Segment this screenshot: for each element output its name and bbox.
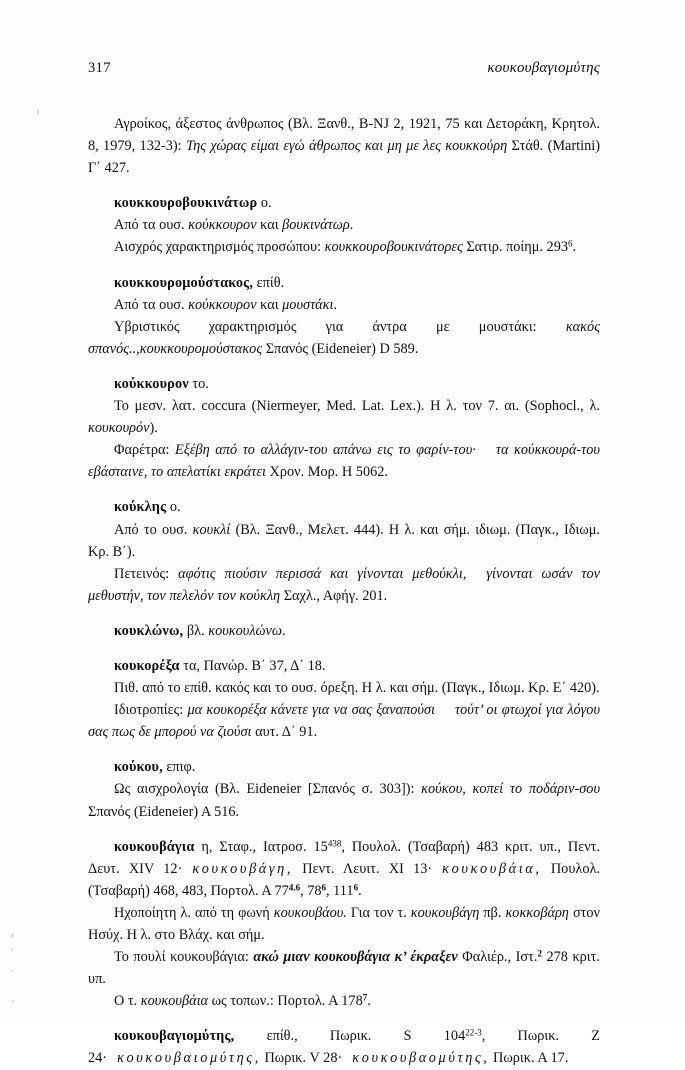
quotation-reference: Σπανός (Eideneier) Α 516. bbox=[88, 803, 240, 820]
etymology-form: κοκκοβάρη bbox=[505, 904, 569, 921]
entry-koukouvagiomytis bbox=[88, 1025, 600, 1069]
quotation-label: Φαρέτρα: bbox=[114, 442, 176, 459]
page-text-column bbox=[88, 60, 600, 1070]
etymology-line bbox=[88, 902, 600, 946]
lemma: κούκου, bbox=[114, 759, 163, 776]
headword-line bbox=[88, 655, 600, 677]
quotation-line bbox=[88, 563, 600, 607]
quotation-text: τούτ’ οι φτωχοί για λόγου σας πως δε μπορού να ζιούσι bbox=[88, 702, 601, 741]
reference-text: Πεντ. Λευιτ. XI 13· bbox=[293, 860, 433, 877]
quotation-text: αφότις πιούσιν περισσά και γίνονται μεθούκλι, bbox=[178, 565, 467, 582]
reference-superscript: 22-3 bbox=[465, 1027, 482, 1038]
reference-text: , Πουλολ. (Τσαβαρή) 483 κριτ. υπ., Πεντ. Δευτ. XIV 12· bbox=[88, 838, 600, 877]
etymology-end: ). bbox=[149, 420, 158, 437]
sense-end: . bbox=[572, 239, 577, 256]
sense-line bbox=[88, 990, 600, 1012]
sense-reference: Σατιρ. ποίημ. 293 bbox=[462, 239, 568, 256]
etymology-line bbox=[88, 395, 600, 439]
etymology-text: Πιθ. από το επίθ. κακός και το ουσ. όρεξη. Η λ. και σήμ. (Παγκ., Ιδιωμ. Κρ. Ε΄ 420). bbox=[114, 680, 600, 697]
etymology-form: κουκουβάγη bbox=[410, 904, 480, 921]
etymology-form: κουκουρόν bbox=[88, 420, 150, 437]
headword-line bbox=[88, 620, 600, 642]
sense-line bbox=[88, 946, 600, 990]
lemma: κουκκουρομούστακος, bbox=[114, 274, 254, 291]
running-head-lemma: κουκουβαγιομύτης bbox=[487, 60, 600, 76]
entry-body bbox=[88, 113, 600, 179]
etymology-form: κούκκουρον bbox=[188, 217, 257, 234]
grammar-label: το. bbox=[192, 375, 209, 392]
grammar-label: επίθ. bbox=[253, 274, 285, 291]
sense-reference: Σπανός (Eideneier) D 589. bbox=[262, 340, 419, 357]
headword-line bbox=[88, 836, 600, 902]
running-head bbox=[88, 60, 600, 77]
etymology-text: Από τα ουσ. bbox=[114, 296, 189, 313]
variant-form: κουκουβαομύτης, bbox=[352, 1050, 490, 1067]
grammar-label: επιφ. bbox=[162, 759, 196, 776]
sense-text: Ο τ. bbox=[114, 993, 141, 1010]
cross-reference-target: κουκουλώνω bbox=[208, 622, 282, 639]
lemma: κουκορέξα bbox=[114, 657, 180, 674]
sense-text: Υβριστικός χαρακτηρισμός για άντρα με μουστάκι: bbox=[114, 318, 566, 335]
etymology-end: (Βλ. Ξανθ., Μελετ. 444). Η λ. και σήμ. ιδιωμ. (Παγκ., Ιδιωμ. Κρ. Β΄). bbox=[88, 521, 600, 560]
quotation-text: τα κούκκουρά-του εβάσταινε, το απελατίκι εκράτει bbox=[88, 442, 600, 481]
etymology-text: πβ. bbox=[479, 904, 506, 921]
sense-text: Ως αισχρολογία (Βλ. Eideneier [Σπανός σ. 303]): bbox=[114, 781, 422, 798]
entry-gap bbox=[88, 823, 600, 836]
sense-end: . bbox=[367, 993, 371, 1010]
entry-koukou bbox=[88, 756, 600, 822]
quotation-label: Ιδιοτροπίες: bbox=[114, 702, 188, 719]
definition-text: Αγροίκος, άξεστος άνθρωπος (Βλ. Ξανθ., B-NJ 2, 1921, 75 και Δετοράκη, Κρητολ. 8, 1979, 132-3): bbox=[88, 116, 600, 155]
sense-text: Αισχρός χαρακτηρισμός προσώπου: bbox=[114, 239, 325, 256]
reference-text: , 111 bbox=[326, 882, 354, 899]
reference-text: Πωρικ. Α 17. bbox=[489, 1050, 569, 1067]
etymology-form: μουστάκι bbox=[282, 296, 334, 313]
quotation-label: Πετεινός: bbox=[114, 565, 179, 582]
variant-form: κουκουβαιομύτης, bbox=[117, 1050, 261, 1067]
entry-gap bbox=[88, 1012, 600, 1025]
grammar-label: ο. bbox=[169, 499, 181, 516]
quotation-reference: Φαλιέρ., Ιστ. bbox=[457, 949, 538, 966]
reference-text: , Πωρικ. Ζ 24· bbox=[88, 1028, 600, 1067]
lemma: κουκουβαγιομύτης, bbox=[114, 1028, 235, 1045]
quotation-text: κούκου, κοπεί το ποδάριν-σου bbox=[421, 781, 601, 798]
entry-koukouvagia bbox=[88, 836, 600, 1013]
entry-koukkourovoukinator bbox=[88, 192, 600, 258]
etymology-text: Από τα ουσ. bbox=[114, 217, 189, 234]
etymology-form: βουκινάτωρ bbox=[282, 217, 350, 234]
scan-speckle bbox=[37, 109, 39, 115]
variant-form: κουκουβάια bbox=[140, 993, 209, 1010]
sense-line bbox=[88, 316, 600, 360]
grammar-label: τα, Πανώρ. Β΄ 37, Δ΄ 18. bbox=[179, 657, 326, 674]
reference-text: η, Σταφ., Ιατροσ. 15 bbox=[194, 838, 328, 855]
reference-text: Πωρικ. V 28· bbox=[260, 1050, 343, 1067]
lemma: κουκουβάγια bbox=[114, 838, 195, 855]
reference-superscript: 6 bbox=[353, 882, 359, 893]
etymology-conjunction: και bbox=[256, 217, 283, 234]
headword-line bbox=[88, 272, 600, 294]
sense-line bbox=[88, 236, 600, 258]
reference-superscript: 6 bbox=[321, 882, 327, 893]
entry-gap bbox=[88, 259, 600, 272]
etymology-end: . bbox=[333, 296, 338, 313]
entry-koukorexa bbox=[88, 655, 600, 743]
lemma: κούκλης bbox=[114, 499, 167, 516]
entry-continuation bbox=[88, 113, 600, 179]
quotation-text: Εξέβη από το αλλάγιν-του απάνω εις το φαρίν-του· bbox=[175, 442, 476, 459]
reference-text: , 78 bbox=[300, 882, 322, 899]
headword-line bbox=[88, 373, 600, 395]
cross-reference-end: . bbox=[281, 622, 286, 639]
scan-speckle bbox=[11, 948, 13, 951]
etymology-line bbox=[88, 519, 600, 563]
entry-koukkouromoustakos bbox=[88, 272, 600, 360]
entry-koukkouron bbox=[88, 373, 600, 483]
scan-speckle bbox=[11, 933, 14, 938]
grammar-label: ο. bbox=[260, 195, 272, 212]
quotation-reference: αυτ. Δ΄ 91. bbox=[251, 724, 318, 741]
reference-text: Πουλολ. (Τσαβαρή) 468, 483, Πορτολ. Α 77 bbox=[88, 860, 600, 899]
quotation-text: μα κουκορέξα κάνετε για να σας ξαναπούσι bbox=[187, 702, 435, 719]
etymology-end: . bbox=[349, 217, 354, 234]
reference-superscript: 7 bbox=[362, 992, 368, 1003]
quotation-line bbox=[88, 699, 600, 743]
quotation-reference: 278 κριτ. υπ. bbox=[88, 949, 600, 988]
etymology-line bbox=[88, 294, 600, 316]
sense-reference: ως τοπων.: Πορτολ. Α 178 bbox=[208, 993, 363, 1010]
etymology-text: στον Ησύχ. Η λ. στο Βλάχ. και σήμ. bbox=[88, 904, 601, 943]
entry-gap bbox=[88, 607, 600, 620]
variant-form: κουκουβάγη, bbox=[192, 860, 294, 877]
quotation-reference: Χρον. Μορ. Η 5062. bbox=[265, 464, 388, 481]
entry-gap bbox=[88, 743, 600, 756]
headword-line bbox=[88, 496, 600, 518]
quotation-line bbox=[88, 439, 600, 483]
reference-superscript: 6 bbox=[568, 238, 573, 249]
etymology-form: κουκουβάου. bbox=[273, 904, 347, 921]
quotation-text: ακώ μιαν κουκουβάγια κ’ έκραξεν bbox=[253, 949, 458, 966]
etymology-text: Για τον τ. bbox=[346, 904, 411, 921]
reference-superscript: 4.6 bbox=[288, 882, 301, 893]
lemma: κουκκουροβουκινάτωρ bbox=[114, 195, 258, 212]
citation-italic: Της χώρας είμαι εγώ άθρωπος και μη με λες κουκκούρη bbox=[185, 138, 508, 155]
etymology-text: Ηχοποίητη λ. από τη φωνή bbox=[114, 904, 274, 921]
reference-superscript: 2 bbox=[537, 948, 542, 959]
entry-gap bbox=[88, 642, 600, 655]
variant-form: κουκουβάια, bbox=[442, 860, 542, 877]
etymology-line bbox=[88, 214, 600, 236]
etymology-form: κουκλί bbox=[192, 521, 231, 538]
entry-gap bbox=[88, 360, 600, 373]
page-number: 317 bbox=[88, 60, 111, 76]
reference-text: επίθ., Πωρικ. S 104 bbox=[234, 1028, 466, 1045]
headword-line bbox=[88, 1025, 600, 1069]
reference-superscript: 438 bbox=[327, 837, 342, 848]
lemma: κουκλώνω, bbox=[114, 622, 184, 639]
etymology-form: κούκκουρον bbox=[188, 296, 257, 313]
sense-form: κακός σπανός..,κουκκουρομούστακος bbox=[88, 318, 600, 357]
sense-line bbox=[88, 778, 600, 822]
etymology-line bbox=[88, 677, 600, 699]
scan-speckle bbox=[12, 1000, 14, 1003]
entry-kouklono bbox=[88, 620, 600, 642]
quotation-text: γίνονται ωσάν τον μεθυστήν, τον πελελόν τον κούκλη bbox=[88, 565, 601, 604]
quotation-reference: Σαχλ., Αφήγ. 201. bbox=[280, 587, 388, 604]
reference-text: . bbox=[358, 882, 362, 899]
citation-reference: Στάθ. (Martini) Γ΄ 427. bbox=[88, 138, 600, 177]
entry-kouklis bbox=[88, 496, 600, 606]
entry-gap bbox=[88, 179, 600, 192]
cross-reference-label: βλ. bbox=[183, 622, 209, 639]
lemma: κούκκουρον bbox=[114, 375, 189, 392]
headword-line bbox=[88, 192, 600, 214]
sense-form: κουκκουροβουκινάτορες bbox=[324, 239, 463, 256]
headword-line bbox=[88, 756, 600, 778]
scan-speckle bbox=[11, 970, 13, 972]
etymology-text: Το μεσν. λατ. coccura (Niermeyer, Med. Lat. Lex.). Η λ. τον 7. αι. (Sophocl., λ. bbox=[114, 398, 600, 415]
etymology-text: Από το ουσ. bbox=[114, 521, 193, 538]
etymology-conjunction: και bbox=[256, 296, 283, 313]
entry-gap bbox=[88, 483, 600, 496]
sense-text: Το πουλί κουκουβάγια: bbox=[114, 949, 254, 966]
